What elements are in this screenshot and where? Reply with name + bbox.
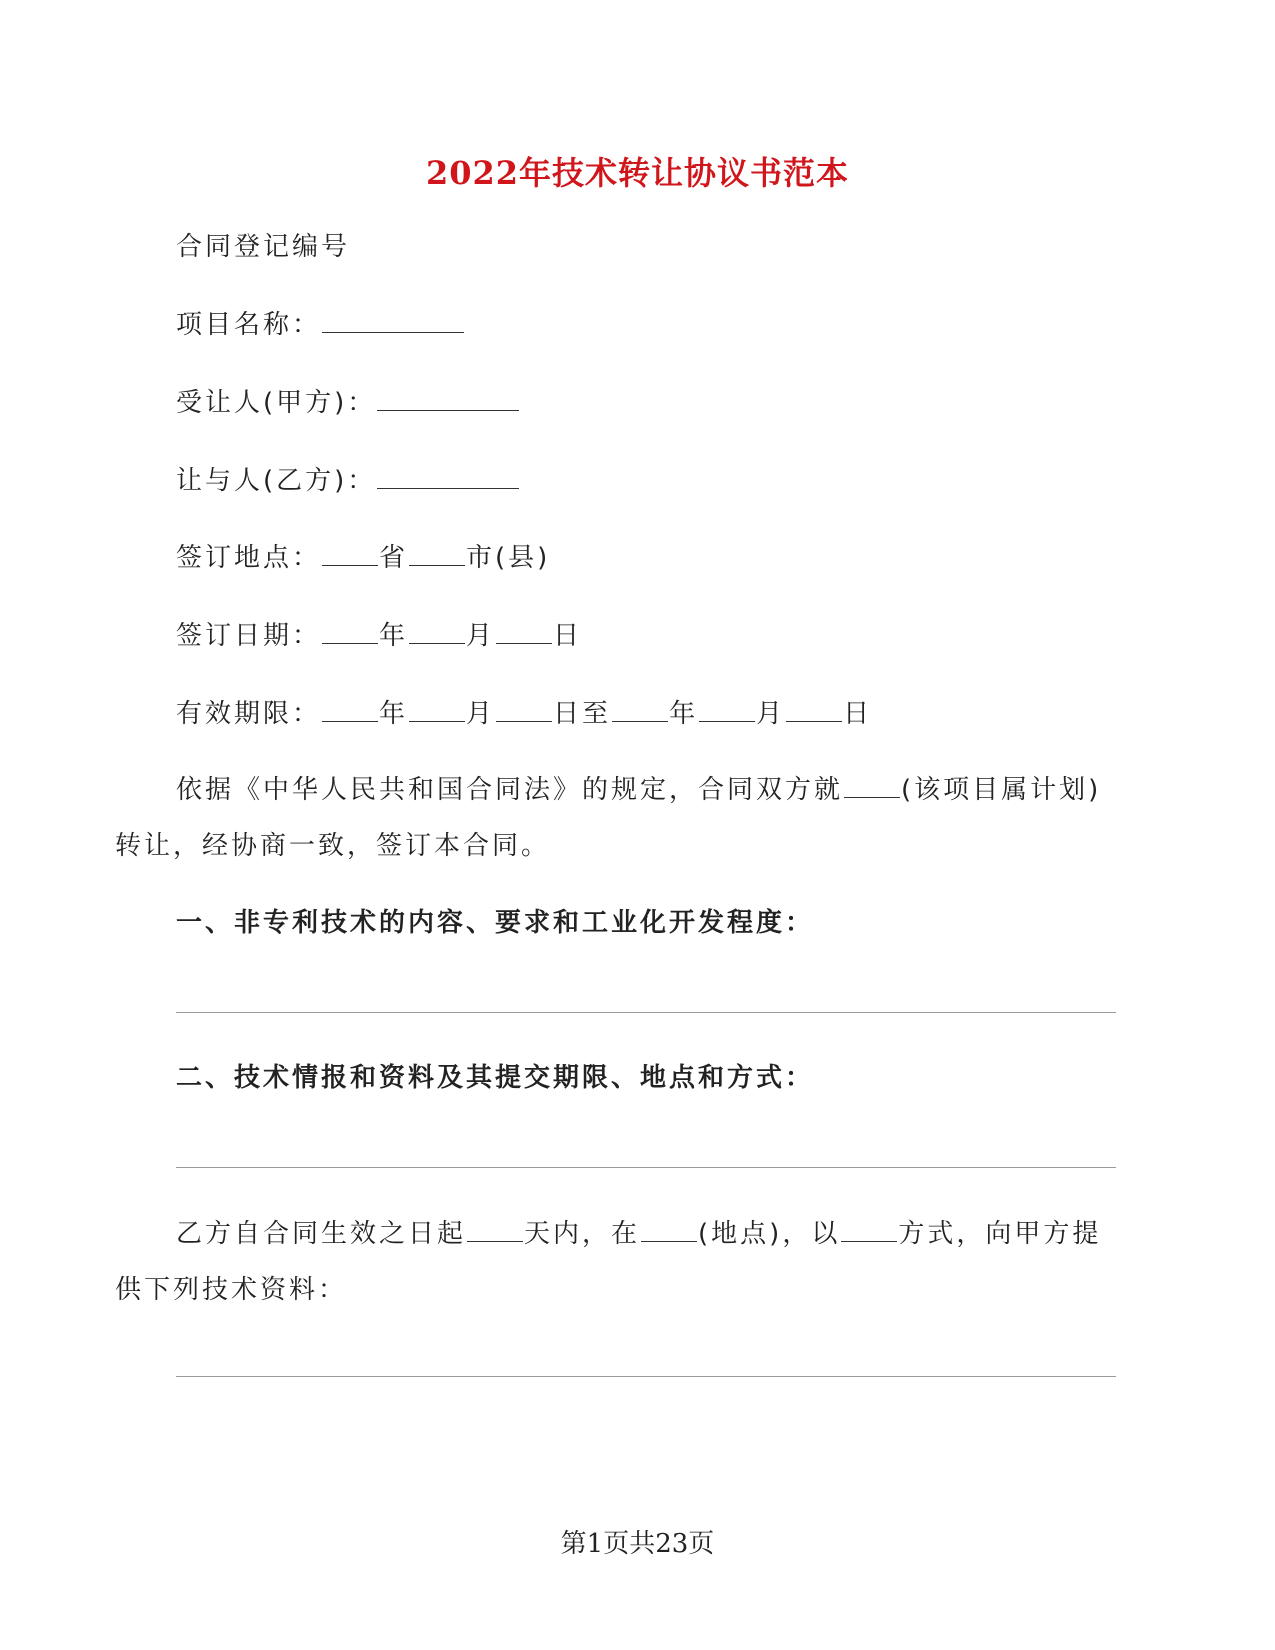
day-blank <box>496 621 552 644</box>
start-month-text: 月 <box>466 699 496 729</box>
assignor-line <box>176 466 520 496</box>
sign-place-label: 签订地点： <box>176 543 322 573</box>
sign-place-line <box>176 543 550 573</box>
materials-rule <box>176 1376 1116 1377</box>
project-name-line <box>176 310 465 340</box>
end-day-blank <box>786 699 842 722</box>
para2-part2: 天内，在 <box>524 1219 641 1249</box>
month-blank <box>409 621 465 644</box>
year-text: 年 <box>379 621 409 651</box>
reg-no-line <box>176 232 350 262</box>
start-month-blank <box>409 699 465 722</box>
province-blank <box>322 543 378 566</box>
materials-paragraph <box>115 1206 1125 1318</box>
assignee-blank <box>377 388 519 411</box>
end-month-text: 月 <box>756 699 786 729</box>
assignee-line <box>176 388 520 418</box>
start-day-blank <box>496 699 552 722</box>
plan-blank <box>844 775 900 798</box>
section-2-rule <box>176 1167 1116 1168</box>
section-1-heading: 一、非专利技术的内容、要求和工业化开发程度： <box>176 908 815 938</box>
valid-label: 有效期限： <box>176 699 322 729</box>
place-blank <box>641 1219 697 1242</box>
city-text: 市(县) <box>466 543 551 573</box>
para2-part1: 乙方自合同生效之日起 <box>176 1219 467 1249</box>
year-blank <box>322 621 378 644</box>
city-blank <box>409 543 465 566</box>
section-2-heading: 二、技术情报和资料及其提交期限、地点和方式： <box>176 1063 815 1093</box>
assignee-label: 受让人(甲方)： <box>176 388 377 418</box>
end-year-text: 年 <box>669 699 699 729</box>
province-text: 省 <box>379 543 409 573</box>
intro-paragraph <box>115 762 1125 874</box>
para2-part4: 方式，向甲方提供下列技术资料： <box>115 1219 1102 1305</box>
sign-date-line <box>176 621 582 651</box>
project-name-blank <box>322 310 464 333</box>
to-text: 日至 <box>553 699 612 729</box>
month-text: 月 <box>466 621 496 651</box>
intro-part1: 依据《中华人民共和国合同法》的规定，合同双方就 <box>176 775 844 805</box>
method-blank <box>841 1219 897 1242</box>
end-day-text: 日 <box>843 699 873 729</box>
start-year-blank <box>322 699 378 722</box>
intro-part2: (该项目属计划)转让，经协商一致，签订本合同。 <box>115 775 1102 861</box>
para2-part3: (地点)，以 <box>698 1219 841 1249</box>
reg-no-label: 合同登记编号 <box>176 232 351 262</box>
end-year-blank <box>612 699 668 722</box>
page-footer: 第1页共23页 <box>560 1529 715 1559</box>
start-year-text: 年 <box>379 699 409 729</box>
valid-period-line <box>176 699 872 729</box>
assignor-label: 让与人(乙方)： <box>176 466 377 496</box>
end-month-blank <box>699 699 755 722</box>
section-1-rule <box>176 1012 1116 1013</box>
document-title: 2022年技术转让协议书范本 <box>425 154 850 192</box>
day-text: 日 <box>553 621 583 651</box>
days-blank <box>467 1219 523 1242</box>
assignor-blank <box>377 466 519 489</box>
sign-date-label: 签订日期： <box>176 621 322 651</box>
project-name-label: 项目名称： <box>176 310 322 340</box>
